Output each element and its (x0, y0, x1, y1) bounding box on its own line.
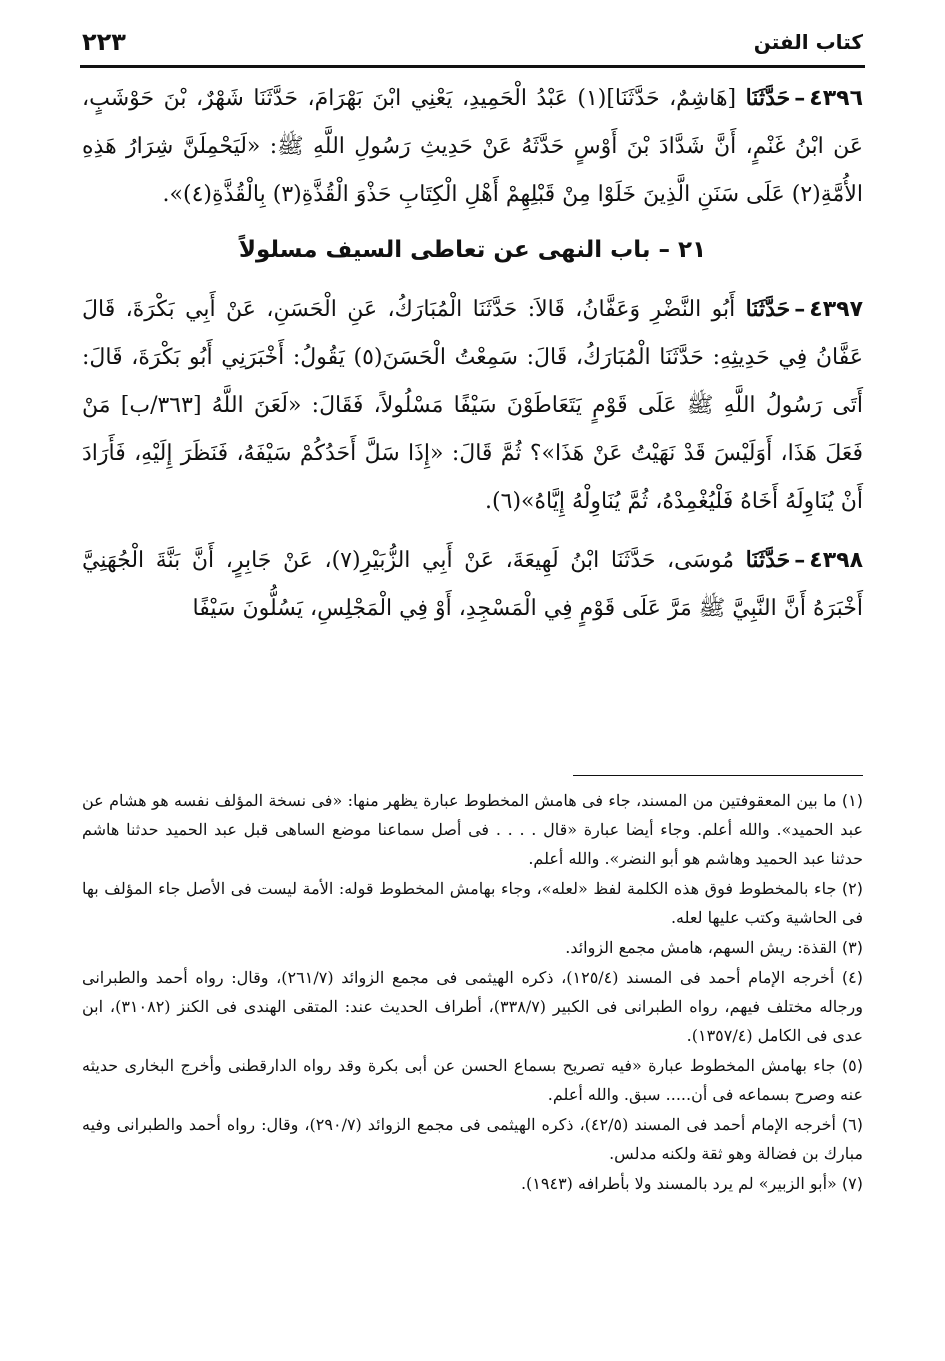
footnote-6 (82, 1110, 863, 1168)
main-text (82, 74, 863, 643)
footnote-text: القذة: ريش السهم، هامش مجمع الزوائد. (565, 938, 837, 957)
footnote-7 (82, 1169, 863, 1198)
footnotes (82, 786, 863, 1199)
footnote-text: جاء بهامش المخطوط عبارة «فيه تصريح بسماع الحسن عن أبى بكرة وقد رواه الدارقطنى وأخرج البخارى حديثه عنه وصرح بسماعه فى أن..... سبق. والله أعلم. (82, 1056, 863, 1104)
hadith-number: ٤٣٩٦ (809, 86, 864, 111)
hadith-opener: حَدَّثَنَا (745, 547, 791, 573)
footnote-text: أخرجه الإمام أحمد فى المسند (٤٢/٥)، ذكره الهيثمى فى مجمع الزوائد (٢٩٠/٧)، وقال: رواه أحمد والطبرانى وفيه مبارك بن فضالة وهو ثقة ولكنه مدلس. (82, 1115, 863, 1163)
footnote-marker: (٧) (841, 1174, 863, 1193)
hadith-4396: ٤٣٩٦–حَدَّثَنَا [هَاشِمٌ، حَدَّثَنَا](١) عَبْدُ الْحَمِيدِ، يَعْنِي ابْنَ بَهْرَامَ، حَدَّثَنَا شَهْرٌ، بْنَ حَوْشَبٍ، عَن ابْنُ غَنْمٍ، أَنَّ شَدَّادَ بْنَ أَوْسٍ حَدَّثَهُ عَنْ حَدِيثِ رَسُولِ اللَّهِ ﷺ: «لَيَحْمِلَنَّ شِرَارُ هَذِهِ الأُمَّةِ(٢) عَلَى سَنَنِ الَّذِينَ خَلَوْا مِنْ قَبْلِهِمْ أَهْلِ الْكِتَابِ حَذْوَ الْقُذَّةِ(٣) بِالْقُذَّةِ(٤)». (82, 85, 864, 207)
footnote-text: أخرجه الإمام أحمد فى المسند (١٢٥/٤)، ذكره الهيثمى فى مجمع الزوائد (٢٦١/٧)، وقال: رواه أحمد والطبرانى ورجاله مختلف فيهم، رواه الطبرانى فى الكبير (٣٣٨/٧)، أطراف الحديث عند: المتقى الهندى فى الكنز (٣١٠٨٢)، ابن عدى فى الكامل (١٣٥٧/٤). (82, 968, 863, 1045)
page-header (82, 22, 863, 62)
page-number: ٢٢٣ (82, 28, 126, 56)
footnote-marker: (٦) (841, 1115, 864, 1134)
hadith-number: ٤٣٩٨ (809, 548, 863, 573)
hadith-4397: ٤٣٩٧–حَدَّثَنَا أَبُو النَّضْرِ وَعَفَّانُ، قَالاَ: حَدَّثَنَا الْمُبَارَكُ، عَنِ الْحَسَنِ، عَنْ أَبِي بَكْرَةَ، قَالَ عَفَّانُ فِي حَدِيثِهِ: حَدَّثَنَا الْمُبَارَكُ، قَالَ: سَمِعْتُ الْحَسَنَ(٥) يَقُولُ: أَخْبَرَنِي أَبُو بَكْرَةَ، قَالَ: أَتَى رَسُولُ اللَّهِ ﷺ عَلَى قَوْمٍ يَتَعَاطَوْنَ سَيْفًا مَسْلُولاً، فَقَالَ: «لَعَنَ اللَّهُ [٣٦٣/ب] مَنْ فَعَلَ هَذَا، أَوَلَيْسَ قَدْ نَهَيْتُ عَنْ هَذَا»؟ ثُمَّ قَالَ: «إِذَا سَلَّ أَحَدُكُمْ سَيْفَهُ، فَنَظَرَ إِلَيْهِ، فَأَرَادَ أَنْ يُنَاوِلَهُ أَخَاهُ فَلْيُغْمِدْهُ، ثُمَّ يُنَاوِلْهُ إِيَّاهُ»(٦). (82, 296, 864, 514)
footnote-1 (82, 786, 863, 873)
footnote-marker: (٢) (841, 879, 863, 898)
footnote-marker: (٣) (841, 938, 863, 957)
book-title: كتاب الفتن (753, 30, 863, 54)
hadith-opener: حَدَّثَنَا (745, 296, 791, 322)
footnote-text: «أبو الزبير» لم يرد بالمسند ولا بأطرافه (١٩٤٣). (520, 1174, 837, 1193)
hadith-4398: ٤٣٩٨–حَدَّثَنَا مُوسَى، حَدَّثَنَا ابْنُ لَهِيعَةَ، عَنْ أَبِي الزُّبَيْرِ(٧)، عَنْ جَابِرٍ، أَنَّ بَنَّةَ الْجُهَنِيَّ أَخْبَرَهُ أَنَّ النَّبِيَّ ﷺ مَرَّ عَلَى قَوْمٍ فِي الْمَسْجِدِ، أَوْ فِي الْمَجْلِسِ، يَسُلُّونَ سَيْفًا (82, 547, 863, 621)
hadith-text: [هَاشِمٌ، حَدَّثَنَا](١) عَبْدُ الْحَمِيدِ، يَعْنِي ابْنَ بَهْرَامَ، حَدَّثَنَا شَهْرٌ، بْنَ حَوْشَبٍ، عَن ابْنُ غَنْمٍ، أَنَّ شَدَّادَ بْنَ أَوْسٍ حَدَّثَهُ عَنْ حَدِيثِ رَسُولِ اللَّهِ ﷺ: «لَيَحْمِلَنَّ شِرَارُ هَذِهِ الأُمَّةِ(٢) عَلَى سَنَنِ الَّذِينَ خَلَوْا مِنْ قَبْلِهِمْ أَهْلِ الْكِتَابِ حَذْوَ الْقُذَّةِ(٣) بِالْقُذَّةِ(٤)». (82, 86, 863, 207)
footnote-2 (82, 874, 863, 932)
footnote-text: جاء بالمخطوط فوق هذه الكلمة لفظ «لعله»، وجاء بهامش المخطوط قوله: الأمة ليست فى الأصل جاء المؤلف بها فى الحاشية وكتب عليها لعله. (82, 879, 863, 927)
hadith-text: أَبُو النَّضْرِ وَعَفَّانُ، قَالاَ: حَدَّثَنَا الْمُبَارَكُ، عَنِ الْحَسَنِ، عَنْ أَبِي بَكْرَةَ، قَالَ عَفَّانُ فِي حَدِيثِهِ: حَدَّثَنَا الْمُبَارَكُ، قَالَ: سَمِعْتُ الْحَسَنَ(٥) يَقُولُ: أَخْبَرَنِي أَبُو بَكْرَةَ، قَالَ: أَتَى رَسُولُ اللَّهِ ﷺ عَلَى قَوْمٍ يَتَعَاطَوْنَ سَيْفًا مَسْلُولاً، فَقَالَ: «لَعَنَ اللَّهُ [٣٦٣/ب] مَنْ فَعَلَ هَذَا، أَوَلَيْسَ قَدْ نَهَيْتُ عَنْ هَذَا»؟ ثُمَّ قَالَ: «إِذَا سَلَّ أَحَدُكُمْ سَيْفَهُ، فَنَظَرَ إِلَيْهِ، فَأَرَادَ أَنْ يُنَاوِلَهُ أَخَاهُ فَلْيُغْمِدْهُ، ثُمَّ يُنَاوِلْهُ إِيَّاهُ»(٦). (82, 297, 864, 514)
footnote-3 (82, 933, 863, 962)
footnote-text: ما بين المعقوفتين من المسند، جاء فى هامش المخطوط عبارة يظهر منها: «فى نسخة المؤلف نفسه هو هشام عن عبد الحميد». والله أعلم. وجاء أيضا عبارة «قال . . . . فى أصل سماعنا موضع الساهى قبل عبد الحميد حدثنا هاشم حدثنا عبد الحميد وهاشم هو أبو النضر». والله أعلم. (82, 791, 863, 868)
footnote-4 (82, 963, 863, 1050)
hadith-opener: حَدَّثَنَا (745, 85, 791, 111)
hadith-number: ٤٣٩٧ (809, 297, 863, 322)
footnote-5 (82, 1051, 863, 1109)
footnote-rule (573, 775, 863, 776)
chapter-title: ٢١ – باب النهى عن تعاطى السيف مسلولاً (238, 237, 707, 263)
footnote-marker: (٤) (841, 968, 864, 987)
footnote-marker: (٥) (841, 1056, 864, 1075)
footnote-marker: (١) (841, 791, 863, 810)
header-rule (80, 65, 865, 68)
hadith-text: مُوسَى، حَدَّثَنَا ابْنُ لَهِيعَةَ، عَنْ أَبِي الزُّبَيْرِ(٧)، عَنْ جَابِرٍ، أَنَّ بَنَّةَ الْجُهَنِيَّ أَخْبَرَهُ أَنَّ النَّبِيَّ ﷺ مَرَّ عَلَى قَوْمٍ فِي الْمَسْجِدِ، أَوْ فِي الْمَجْلِسِ، يَسُلُّونَ سَيْفًا (82, 548, 863, 621)
